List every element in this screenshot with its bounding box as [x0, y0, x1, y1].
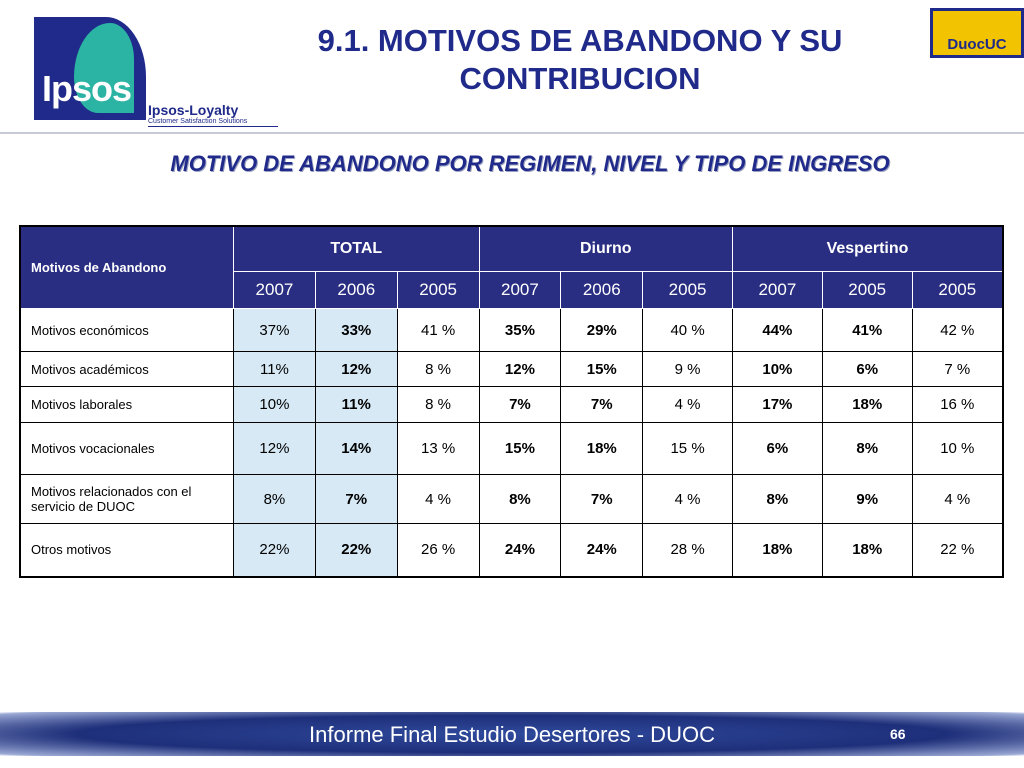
year-header: 2005 [643, 272, 733, 309]
table-cell: 33% [315, 309, 397, 352]
table-cell: 11% [315, 387, 397, 423]
page-number: 66 [890, 726, 906, 742]
table-cell: 7 % [912, 352, 1003, 387]
table-cell: 11% [234, 352, 316, 387]
table-cell: 4 % [643, 475, 733, 524]
row-label: Otros motivos [20, 524, 234, 577]
table-cell: 7% [315, 475, 397, 524]
table-cell: 12% [479, 352, 561, 387]
table-cell: 42 % [912, 309, 1003, 352]
table-cell: 10% [234, 387, 316, 423]
table-cell: 18% [822, 524, 912, 577]
table-cell: 24% [561, 524, 643, 577]
table-cell: 41 % [397, 309, 479, 352]
table-cell: 15% [479, 423, 561, 475]
table-row [20, 352, 1003, 387]
table-cell: 37% [234, 309, 316, 352]
table-cell: 10 % [912, 423, 1003, 475]
table-cell: 44% [732, 309, 822, 352]
table-cell: 8% [479, 475, 561, 524]
table-cell: 9 % [643, 352, 733, 387]
year-header: 2005 [912, 272, 1003, 309]
table-cell: 40 % [643, 309, 733, 352]
slide-subtitle: MOTIVO DE ABANDONO POR REGIMEN, NIVEL Y TIPO DE INGRESO [170, 151, 890, 176]
table-cell: 4 % [643, 387, 733, 423]
table-row [20, 309, 1003, 352]
table-cell: 14% [315, 423, 397, 475]
year-header: 2006 [315, 272, 397, 309]
table-cell: 4 % [397, 475, 479, 524]
table-cell: 8% [234, 475, 316, 524]
year-header: 2005 [397, 272, 479, 309]
table-cell: 35% [479, 309, 561, 352]
table-cell: 8% [822, 423, 912, 475]
row-label: Motivos académicos [20, 352, 234, 387]
table-cell: 12% [234, 423, 316, 475]
table-cell: 8 % [397, 352, 479, 387]
table-cell: 18% [561, 423, 643, 475]
table-cell: 24% [479, 524, 561, 577]
group-header-diurno: Diurno [479, 226, 732, 272]
row-label: Motivos laborales [20, 387, 234, 423]
duoc-logo-word: DuocUC [933, 11, 1021, 55]
table-cell: 18% [732, 524, 822, 577]
footer-text: Informe Final Estudio Desertores - DUOC [309, 722, 715, 747]
year-header: 2007 [234, 272, 316, 309]
table-cell: 4 % [912, 475, 1003, 524]
group-header-total: TOTAL [234, 226, 479, 272]
table-cell: 8% [732, 475, 822, 524]
footer-banner [0, 712, 1024, 756]
table-cell: 22 % [912, 524, 1003, 577]
table-cell: 26 % [397, 524, 479, 577]
table-row [20, 475, 1003, 524]
ipsos-logo-word: Ipsos [42, 68, 132, 109]
group-header-vespertino: Vespertino [732, 226, 1003, 272]
table-cell: 29% [561, 309, 643, 352]
ipsos-loyalty-logo [148, 103, 278, 127]
table-row [20, 387, 1003, 423]
table-cell: 6% [732, 423, 822, 475]
slide-title: 9.1. MOTIVOS DE ABANDONO Y SU CONTRIBUCION [317, 23, 843, 96]
table-cell: 41% [822, 309, 912, 352]
table-cell: 7% [561, 387, 643, 423]
table-cell: 22% [234, 524, 316, 577]
row-label: Motivos relacionados con el servicio de DUOC [20, 475, 234, 524]
table-cell: 8 % [397, 387, 479, 423]
row-label: Motivos económicos [20, 309, 234, 352]
table-cell: 22% [315, 524, 397, 577]
table-cell: 13 % [397, 423, 479, 475]
table-cell: 18% [822, 387, 912, 423]
table-cell: 17% [732, 387, 822, 423]
table-cell: 9% [822, 475, 912, 524]
year-header: 2007 [479, 272, 561, 309]
loyalty-name: Ipsos-Loyalty [148, 102, 239, 118]
table-cell: 16 % [912, 387, 1003, 423]
table-row [20, 524, 1003, 577]
table-cell: 6% [822, 352, 912, 387]
header-divider [0, 132, 1024, 134]
table-cell: 28 % [643, 524, 733, 577]
corner-header: Motivos de Abandono [20, 226, 234, 309]
ipsos-logo [34, 17, 146, 120]
year-header: 2005 [822, 272, 912, 309]
table-cell: 12% [315, 352, 397, 387]
duoc-logo [930, 8, 1024, 58]
table-cell: 15% [561, 352, 643, 387]
table-cell: 7% [561, 475, 643, 524]
row-label: Motivos vocacionales [20, 423, 234, 475]
table-cell: 10% [732, 352, 822, 387]
loyalty-tagline: Customer Satisfaction Solutions [148, 118, 248, 125]
table-row [20, 423, 1003, 475]
year-header: 2007 [732, 272, 822, 309]
table-cell: 15 % [643, 423, 733, 475]
table-cell: 7% [479, 387, 561, 423]
year-header: 2006 [561, 272, 643, 309]
abandonment-table [19, 225, 1004, 578]
